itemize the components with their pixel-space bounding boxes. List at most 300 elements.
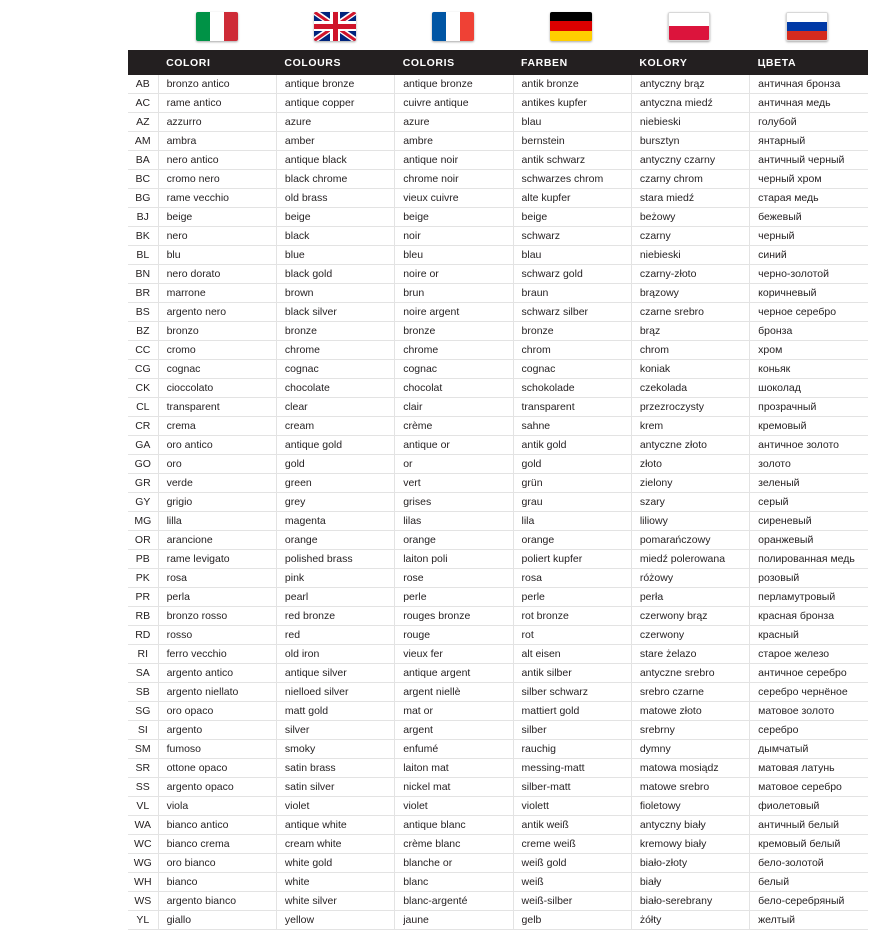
color-name-3: antique or bbox=[395, 436, 513, 455]
color-name-3: mat or bbox=[395, 702, 513, 721]
color-name-3: rose bbox=[395, 569, 513, 588]
table-row bbox=[128, 474, 868, 493]
color-name-3: noir bbox=[395, 227, 513, 246]
color-name-1: ferro vecchio bbox=[158, 645, 276, 664]
color-name-4: schwarz bbox=[513, 227, 631, 246]
color-name-6: синий bbox=[750, 246, 868, 265]
color-name-6: матовое золото bbox=[750, 702, 868, 721]
color-name-3: antique bronze bbox=[395, 75, 513, 94]
color-name-6: античный белый bbox=[750, 816, 868, 835]
color-name-4: braun bbox=[513, 284, 631, 303]
color-name-6: черный bbox=[750, 227, 868, 246]
color-name-4: alt eisen bbox=[513, 645, 631, 664]
table-row bbox=[128, 208, 868, 227]
color-code: VL bbox=[128, 797, 158, 816]
table-row bbox=[128, 569, 868, 588]
color-code: AZ bbox=[128, 113, 158, 132]
color-name-5: złoto bbox=[631, 455, 749, 474]
color-name-2: cream bbox=[276, 417, 394, 436]
color-code: BG bbox=[128, 189, 158, 208]
color-name-6: серый bbox=[750, 493, 868, 512]
color-code: WC bbox=[128, 835, 158, 854]
color-name-2: cream white bbox=[276, 835, 394, 854]
table-row bbox=[128, 740, 868, 759]
color-name-6: голубой bbox=[750, 113, 868, 132]
color-name-2: grey bbox=[276, 493, 394, 512]
color-name-1: nero bbox=[158, 227, 276, 246]
color-name-5: niebieski bbox=[631, 246, 749, 265]
color-name-6: кремовый bbox=[750, 417, 868, 436]
color-name-1: cromo bbox=[158, 341, 276, 360]
color-name-6: янтарный bbox=[750, 132, 868, 151]
color-name-1: oro opaco bbox=[158, 702, 276, 721]
color-name-2: gold bbox=[276, 455, 394, 474]
color-code: YL bbox=[128, 911, 158, 930]
color-name-3: blanc-argenté bbox=[395, 892, 513, 911]
color-code: WS bbox=[128, 892, 158, 911]
color-code: BC bbox=[128, 170, 158, 189]
color-name-4: chrom bbox=[513, 341, 631, 360]
color-name-3: azure bbox=[395, 113, 513, 132]
color-name-1: perla bbox=[158, 588, 276, 607]
flag-france-cell bbox=[394, 6, 512, 46]
color-name-1: nero dorato bbox=[158, 265, 276, 284]
color-name-3: laiton mat bbox=[395, 759, 513, 778]
color-name-4: bronze bbox=[513, 322, 631, 341]
color-name-3: crème bbox=[395, 417, 513, 436]
color-name-6: матовое серебро bbox=[750, 778, 868, 797]
color-name-5: matowe złoto bbox=[631, 702, 749, 721]
color-name-5: beżowy bbox=[631, 208, 749, 227]
flag-germany bbox=[550, 12, 592, 41]
color-name-3: vert bbox=[395, 474, 513, 493]
column-header-3: COLORIS bbox=[395, 50, 513, 75]
color-name-5: srebro czarne bbox=[631, 683, 749, 702]
color-name-5: stare żelazo bbox=[631, 645, 749, 664]
color-name-1: transparent bbox=[158, 398, 276, 417]
color-name-6: черное серебро bbox=[750, 303, 868, 322]
color-code: BL bbox=[128, 246, 158, 265]
color-name-6: античная бронза bbox=[750, 75, 868, 94]
color-name-1: rame antico bbox=[158, 94, 276, 113]
color-code: OR bbox=[128, 531, 158, 550]
color-name-4: rot bbox=[513, 626, 631, 645]
color-code: BN bbox=[128, 265, 158, 284]
color-name-4: gelb bbox=[513, 911, 631, 930]
color-name-4: gold bbox=[513, 455, 631, 474]
column-header-2: COLOURS bbox=[276, 50, 394, 75]
color-name-4: blau bbox=[513, 113, 631, 132]
flag-poland bbox=[668, 12, 710, 41]
color-name-2: old brass bbox=[276, 189, 394, 208]
color-name-3: blanche or bbox=[395, 854, 513, 873]
color-name-1: cognac bbox=[158, 360, 276, 379]
color-name-5: czarne srebro bbox=[631, 303, 749, 322]
color-code: RD bbox=[128, 626, 158, 645]
color-name-5: koniak bbox=[631, 360, 749, 379]
table-row bbox=[128, 797, 868, 816]
table-row bbox=[128, 854, 868, 873]
color-name-3: perle bbox=[395, 588, 513, 607]
color-name-6: прозрачный bbox=[750, 398, 868, 417]
color-name-5: czerwony bbox=[631, 626, 749, 645]
color-name-5: liliowy bbox=[631, 512, 749, 531]
color-name-2: satin brass bbox=[276, 759, 394, 778]
color-name-5: zielony bbox=[631, 474, 749, 493]
color-name-2: red bbox=[276, 626, 394, 645]
color-name-4: weiß bbox=[513, 873, 631, 892]
color-code: BK bbox=[128, 227, 158, 246]
color-name-6: античное серебро bbox=[750, 664, 868, 683]
color-name-2: azure bbox=[276, 113, 394, 132]
color-code: CL bbox=[128, 398, 158, 417]
color-name-3: enfumé bbox=[395, 740, 513, 759]
color-name-3: laiton poli bbox=[395, 550, 513, 569]
color-name-5: antyczna miedź bbox=[631, 94, 749, 113]
column-header-1: COLORI bbox=[158, 50, 276, 75]
color-name-1: argento opaco bbox=[158, 778, 276, 797]
table-row bbox=[128, 816, 868, 835]
color-name-3: antique blanc bbox=[395, 816, 513, 835]
color-name-2: clear bbox=[276, 398, 394, 417]
color-name-1: blu bbox=[158, 246, 276, 265]
color-name-5: dymny bbox=[631, 740, 749, 759]
table-row bbox=[128, 132, 868, 151]
table-header-row bbox=[128, 50, 868, 75]
color-name-3: violet bbox=[395, 797, 513, 816]
color-name-1: argento bianco bbox=[158, 892, 276, 911]
table-row bbox=[128, 721, 868, 740]
color-name-4: antik silber bbox=[513, 664, 631, 683]
color-name-4: sahne bbox=[513, 417, 631, 436]
color-name-1: cromo nero bbox=[158, 170, 276, 189]
color-code: SM bbox=[128, 740, 158, 759]
table-row bbox=[128, 417, 868, 436]
color-name-5: bursztyn bbox=[631, 132, 749, 151]
color-name-5: szary bbox=[631, 493, 749, 512]
table-row bbox=[128, 626, 868, 645]
color-name-2: satin silver bbox=[276, 778, 394, 797]
color-name-3: noire argent bbox=[395, 303, 513, 322]
color-name-3: bronze bbox=[395, 322, 513, 341]
color-name-1: rosso bbox=[158, 626, 276, 645]
color-name-4: weiß gold bbox=[513, 854, 631, 873]
color-name-4: grau bbox=[513, 493, 631, 512]
color-name-1: rame vecchio bbox=[158, 189, 276, 208]
color-name-3: nickel mat bbox=[395, 778, 513, 797]
color-name-1: argento bbox=[158, 721, 276, 740]
color-name-4: alte kupfer bbox=[513, 189, 631, 208]
color-name-5: matowe srebro bbox=[631, 778, 749, 797]
color-code: BR bbox=[128, 284, 158, 303]
flag-poland-cell bbox=[630, 6, 748, 46]
table-row bbox=[128, 778, 868, 797]
color-name-6: серебро bbox=[750, 721, 868, 740]
color-code: GR bbox=[128, 474, 158, 493]
color-name-5: antyczny biały bbox=[631, 816, 749, 835]
color-name-3: lilas bbox=[395, 512, 513, 531]
color-name-5: żółty bbox=[631, 911, 749, 930]
color-name-2: white gold bbox=[276, 854, 394, 873]
color-name-2: red bronze bbox=[276, 607, 394, 626]
color-name-5: czerwony brąz bbox=[631, 607, 749, 626]
color-name-4: perle bbox=[513, 588, 631, 607]
color-code: GY bbox=[128, 493, 158, 512]
table-row bbox=[128, 379, 868, 398]
color-code: SG bbox=[128, 702, 158, 721]
color-name-1: azzurro bbox=[158, 113, 276, 132]
color-name-6: бело-золотой bbox=[750, 854, 868, 873]
color-name-3: noire or bbox=[395, 265, 513, 284]
color-name-1: lilla bbox=[158, 512, 276, 531]
color-code: RI bbox=[128, 645, 158, 664]
color-name-2: old iron bbox=[276, 645, 394, 664]
color-code: SI bbox=[128, 721, 158, 740]
color-name-1: beige bbox=[158, 208, 276, 227]
flag-russia-cell bbox=[748, 6, 866, 46]
color-name-3: vieux fer bbox=[395, 645, 513, 664]
color-name-3: cognac bbox=[395, 360, 513, 379]
color-name-1: bianco crema bbox=[158, 835, 276, 854]
color-name-6: сиреневый bbox=[750, 512, 868, 531]
color-code: PR bbox=[128, 588, 158, 607]
color-code: BJ bbox=[128, 208, 158, 227]
color-name-4: schwarzes chrom bbox=[513, 170, 631, 189]
color-name-1: ambra bbox=[158, 132, 276, 151]
color-name-3: rouge bbox=[395, 626, 513, 645]
table-row bbox=[128, 664, 868, 683]
color-name-4: rauchig bbox=[513, 740, 631, 759]
color-name-3: orange bbox=[395, 531, 513, 550]
table-row bbox=[128, 341, 868, 360]
flag-united-kingdom bbox=[314, 12, 356, 41]
color-name-6: бронза bbox=[750, 322, 868, 341]
color-name-6: розовый bbox=[750, 569, 868, 588]
color-name-4: silber schwarz bbox=[513, 683, 631, 702]
color-code: SA bbox=[128, 664, 158, 683]
color-name-5: pomarańczowy bbox=[631, 531, 749, 550]
color-name-2: black chrome bbox=[276, 170, 394, 189]
color-name-2: magenta bbox=[276, 512, 394, 531]
table-row bbox=[128, 284, 868, 303]
color-name-1: oro bbox=[158, 455, 276, 474]
color-name-4: silber bbox=[513, 721, 631, 740]
color-name-6: желтый bbox=[750, 911, 868, 930]
color-name-4: creme weiß bbox=[513, 835, 631, 854]
table-row bbox=[128, 227, 868, 246]
color-name-5: niebieski bbox=[631, 113, 749, 132]
color-name-2: black silver bbox=[276, 303, 394, 322]
table-row bbox=[128, 189, 868, 208]
color-name-2: antique copper bbox=[276, 94, 394, 113]
color-name-6: матовая латунь bbox=[750, 759, 868, 778]
color-name-4: antikes kupfer bbox=[513, 94, 631, 113]
color-name-1: marrone bbox=[158, 284, 276, 303]
color-name-4: weiß-silber bbox=[513, 892, 631, 911]
color-name-4: mattiert gold bbox=[513, 702, 631, 721]
color-name-1: fumoso bbox=[158, 740, 276, 759]
flag-header-row bbox=[0, 0, 875, 50]
table-row bbox=[128, 588, 868, 607]
color-name-5: perła bbox=[631, 588, 749, 607]
color-code: SB bbox=[128, 683, 158, 702]
color-code: BS bbox=[128, 303, 158, 322]
color-name-1: oro antico bbox=[158, 436, 276, 455]
color-name-2: white silver bbox=[276, 892, 394, 911]
color-name-5: stara miedź bbox=[631, 189, 749, 208]
color-name-5: antyczne srebro bbox=[631, 664, 749, 683]
table-row bbox=[128, 436, 868, 455]
color-name-1: ottone opaco bbox=[158, 759, 276, 778]
color-name-2: white bbox=[276, 873, 394, 892]
table-row bbox=[128, 550, 868, 569]
table-row bbox=[128, 265, 868, 284]
table-row bbox=[128, 322, 868, 341]
color-name-5: miedź polerowana bbox=[631, 550, 749, 569]
color-name-6: белый bbox=[750, 873, 868, 892]
color-name-2: antique silver bbox=[276, 664, 394, 683]
color-name-3: ambre bbox=[395, 132, 513, 151]
color-name-3: bleu bbox=[395, 246, 513, 265]
color-name-1: argento niellato bbox=[158, 683, 276, 702]
color-name-6: перламутровый bbox=[750, 588, 868, 607]
color-name-5: brąz bbox=[631, 322, 749, 341]
color-name-6: античный черный bbox=[750, 151, 868, 170]
color-name-5: matowa mosiądz bbox=[631, 759, 749, 778]
color-code: AM bbox=[128, 132, 158, 151]
color-name-6: золото bbox=[750, 455, 868, 474]
color-name-5: biało-złoty bbox=[631, 854, 749, 873]
table-row bbox=[128, 531, 868, 550]
table-row bbox=[128, 702, 868, 721]
color-name-5: chrom bbox=[631, 341, 749, 360]
color-name-2: pink bbox=[276, 569, 394, 588]
color-name-1: viola bbox=[158, 797, 276, 816]
color-code: SR bbox=[128, 759, 158, 778]
color-name-2: chocolate bbox=[276, 379, 394, 398]
table-row bbox=[128, 892, 868, 911]
color-name-4: silber-matt bbox=[513, 778, 631, 797]
table-row bbox=[128, 75, 868, 94]
table-row bbox=[128, 911, 868, 930]
flag-france bbox=[432, 12, 474, 41]
color-name-6: античная медь bbox=[750, 94, 868, 113]
column-header-6: ЦВЕТА bbox=[750, 50, 868, 75]
color-name-5: antyczny czarny bbox=[631, 151, 749, 170]
color-code: CK bbox=[128, 379, 158, 398]
color-name-4: cognac bbox=[513, 360, 631, 379]
color-name-6: черный хром bbox=[750, 170, 868, 189]
color-name-2: yellow bbox=[276, 911, 394, 930]
color-name-5: krem bbox=[631, 417, 749, 436]
color-name-3: chrome bbox=[395, 341, 513, 360]
color-name-3: or bbox=[395, 455, 513, 474]
color-name-2: blue bbox=[276, 246, 394, 265]
table-row bbox=[128, 512, 868, 531]
color-name-4: orange bbox=[513, 531, 631, 550]
color-name-4: schokolade bbox=[513, 379, 631, 398]
color-name-6: оранжевый bbox=[750, 531, 868, 550]
color-name-4: blau bbox=[513, 246, 631, 265]
color-name-3: chocolat bbox=[395, 379, 513, 398]
color-code: WG bbox=[128, 854, 158, 873]
color-code: PB bbox=[128, 550, 158, 569]
color-name-3: brun bbox=[395, 284, 513, 303]
color-name-3: argent niellè bbox=[395, 683, 513, 702]
color-code: CR bbox=[128, 417, 158, 436]
color-name-2: orange bbox=[276, 531, 394, 550]
color-name-2: brown bbox=[276, 284, 394, 303]
color-code: MG bbox=[128, 512, 158, 531]
color-name-6: античное золото bbox=[750, 436, 868, 455]
color-name-2: nielloed silver bbox=[276, 683, 394, 702]
color-name-3: chrome noir bbox=[395, 170, 513, 189]
color-code: CG bbox=[128, 360, 158, 379]
color-name-6: красная бронза bbox=[750, 607, 868, 626]
color-name-1: bronzo antico bbox=[158, 75, 276, 94]
flag-united-kingdom-cell bbox=[276, 6, 394, 46]
color-code: BA bbox=[128, 151, 158, 170]
color-code: GO bbox=[128, 455, 158, 474]
color-name-6: кремовый белый bbox=[750, 835, 868, 854]
color-name-4: poliert kupfer bbox=[513, 550, 631, 569]
table-row bbox=[128, 645, 868, 664]
table-row bbox=[128, 170, 868, 189]
color-name-2: antique black bbox=[276, 151, 394, 170]
table-body bbox=[128, 75, 868, 930]
color-name-2: antique white bbox=[276, 816, 394, 835]
table-row bbox=[128, 455, 868, 474]
color-name-3: jaune bbox=[395, 911, 513, 930]
color-code: CC bbox=[128, 341, 158, 360]
color-name-6: бежевый bbox=[750, 208, 868, 227]
color-name-5: przezroczysty bbox=[631, 398, 749, 417]
color-name-3: blanc bbox=[395, 873, 513, 892]
color-code: BZ bbox=[128, 322, 158, 341]
color-name-5: czarny-złoto bbox=[631, 265, 749, 284]
color-name-6: полированная медь bbox=[750, 550, 868, 569]
color-name-5: różowy bbox=[631, 569, 749, 588]
color-name-3: grises bbox=[395, 493, 513, 512]
color-name-1: cioccolato bbox=[158, 379, 276, 398]
color-name-2: beige bbox=[276, 208, 394, 227]
table-row bbox=[128, 759, 868, 778]
color-name-2: bronze bbox=[276, 322, 394, 341]
color-name-6: зеленый bbox=[750, 474, 868, 493]
color-name-6: дымчатый bbox=[750, 740, 868, 759]
column-header-4: FARBEN bbox=[513, 50, 631, 75]
color-name-4: rosa bbox=[513, 569, 631, 588]
color-name-2: antique gold bbox=[276, 436, 394, 455]
table-row bbox=[128, 360, 868, 379]
color-code: WH bbox=[128, 873, 158, 892]
table-row bbox=[128, 398, 868, 417]
color-name-6: старое железо bbox=[750, 645, 868, 664]
color-code: AB bbox=[128, 75, 158, 94]
color-name-4: rot bronze bbox=[513, 607, 631, 626]
color-name-1: bianco antico bbox=[158, 816, 276, 835]
color-code: SS bbox=[128, 778, 158, 797]
color-name-3: argent bbox=[395, 721, 513, 740]
color-name-1: arancione bbox=[158, 531, 276, 550]
color-name-6: коричневый bbox=[750, 284, 868, 303]
color-name-5: brązowy bbox=[631, 284, 749, 303]
color-name-5: antyczny brąz bbox=[631, 75, 749, 94]
color-name-1: verde bbox=[158, 474, 276, 493]
color-name-2: polished brass bbox=[276, 550, 394, 569]
column-header-code bbox=[128, 50, 158, 75]
color-name-1: bianco bbox=[158, 873, 276, 892]
